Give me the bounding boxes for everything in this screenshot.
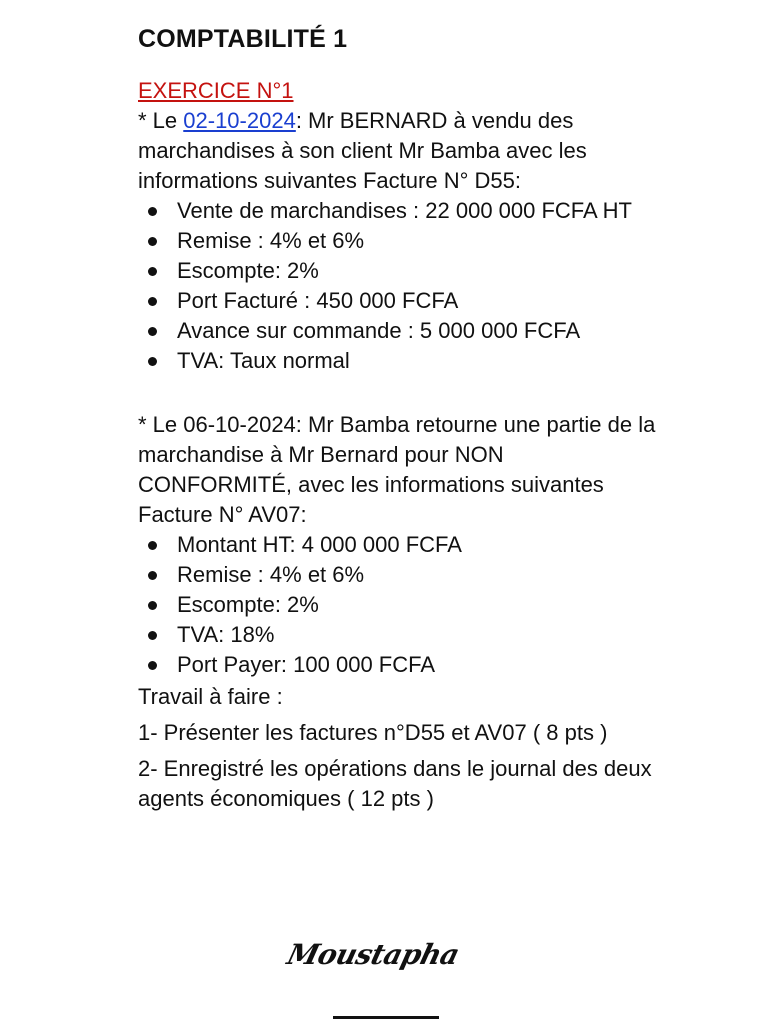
bullet-icon [148,571,157,580]
bullet-icon [148,207,157,216]
operation-1-date-link[interactable]: 02-10-2024 [183,108,296,133]
list-item [138,226,658,256]
bullet-icon [148,267,157,276]
exercise-title: EXERCICE N°1 [138,78,294,103]
operation-2-list [138,530,658,680]
bullet-icon [148,297,157,306]
list-item-text: Vente de marchandises : 22 000 000 FCFA HT [177,198,632,223]
signature: Moustapha [283,938,463,971]
list-item-text: Port Payer: 100 000 FCFA [177,652,436,677]
spacer [138,376,658,410]
list-item-text: Remise : 4% et 6% [177,562,365,587]
list-item-text: Avance sur commande : 5 000 000 FCFA [177,318,581,343]
bullet-icon [148,631,157,640]
bullet-icon [148,357,157,366]
list-item-text: Escompte: 2% [177,258,319,283]
task-item: 1- Présenter les factures n°D55 et AV07 ( 8 pts ) [138,720,608,745]
task-item: 2- Enregistré les opérations dans le journal des deux agents économiques ( 12 pts ) [138,756,652,811]
list-item [138,590,658,620]
list-item-text: Montant HT: 4 000 000 FCFA [177,532,462,557]
bullet-icon [148,237,157,246]
list-item [138,196,658,226]
operation-1-prefix: * Le [138,108,184,133]
operation-1-list [138,196,658,376]
bullet-icon [148,327,157,336]
bullet-icon [148,661,157,670]
signature-underline [333,1016,439,1019]
operation-1-text: : Mr BERNARD à vendu des marchandises à son client Mr Bamba avec les informations suivantes Facture N° D55: [138,108,587,193]
list-item [138,346,658,376]
list-item [138,650,658,680]
list-item-text: Remise : 4% et 6% [177,228,365,253]
operation-1-intro [138,106,658,196]
list-item-text: TVA: 18% [177,622,275,647]
list-item-text: TVA: Taux normal [177,348,350,373]
list-item [138,530,658,560]
bullet-icon [148,541,157,550]
list-item [138,286,658,316]
document-title: COMPTABILITÉ 1 [138,25,348,53]
list-item [138,560,658,590]
document-body [138,22,658,820]
bullet-icon [148,601,157,610]
list-item [138,620,658,650]
operation-2-intro: * Le 06-10-2024: Mr Bamba retourne une partie de la marchandise à Mr Bernard pour NON CONFORMITÉ, avec les informations suivantes Facture N° AV07: [138,412,656,527]
task-title: Travail à faire : [138,684,283,709]
list-item [138,316,658,346]
list-item-text: Escompte: 2% [177,592,319,617]
list-item-text: Port Facturé : 450 000 FCFA [177,288,459,313]
list-item [138,256,658,286]
